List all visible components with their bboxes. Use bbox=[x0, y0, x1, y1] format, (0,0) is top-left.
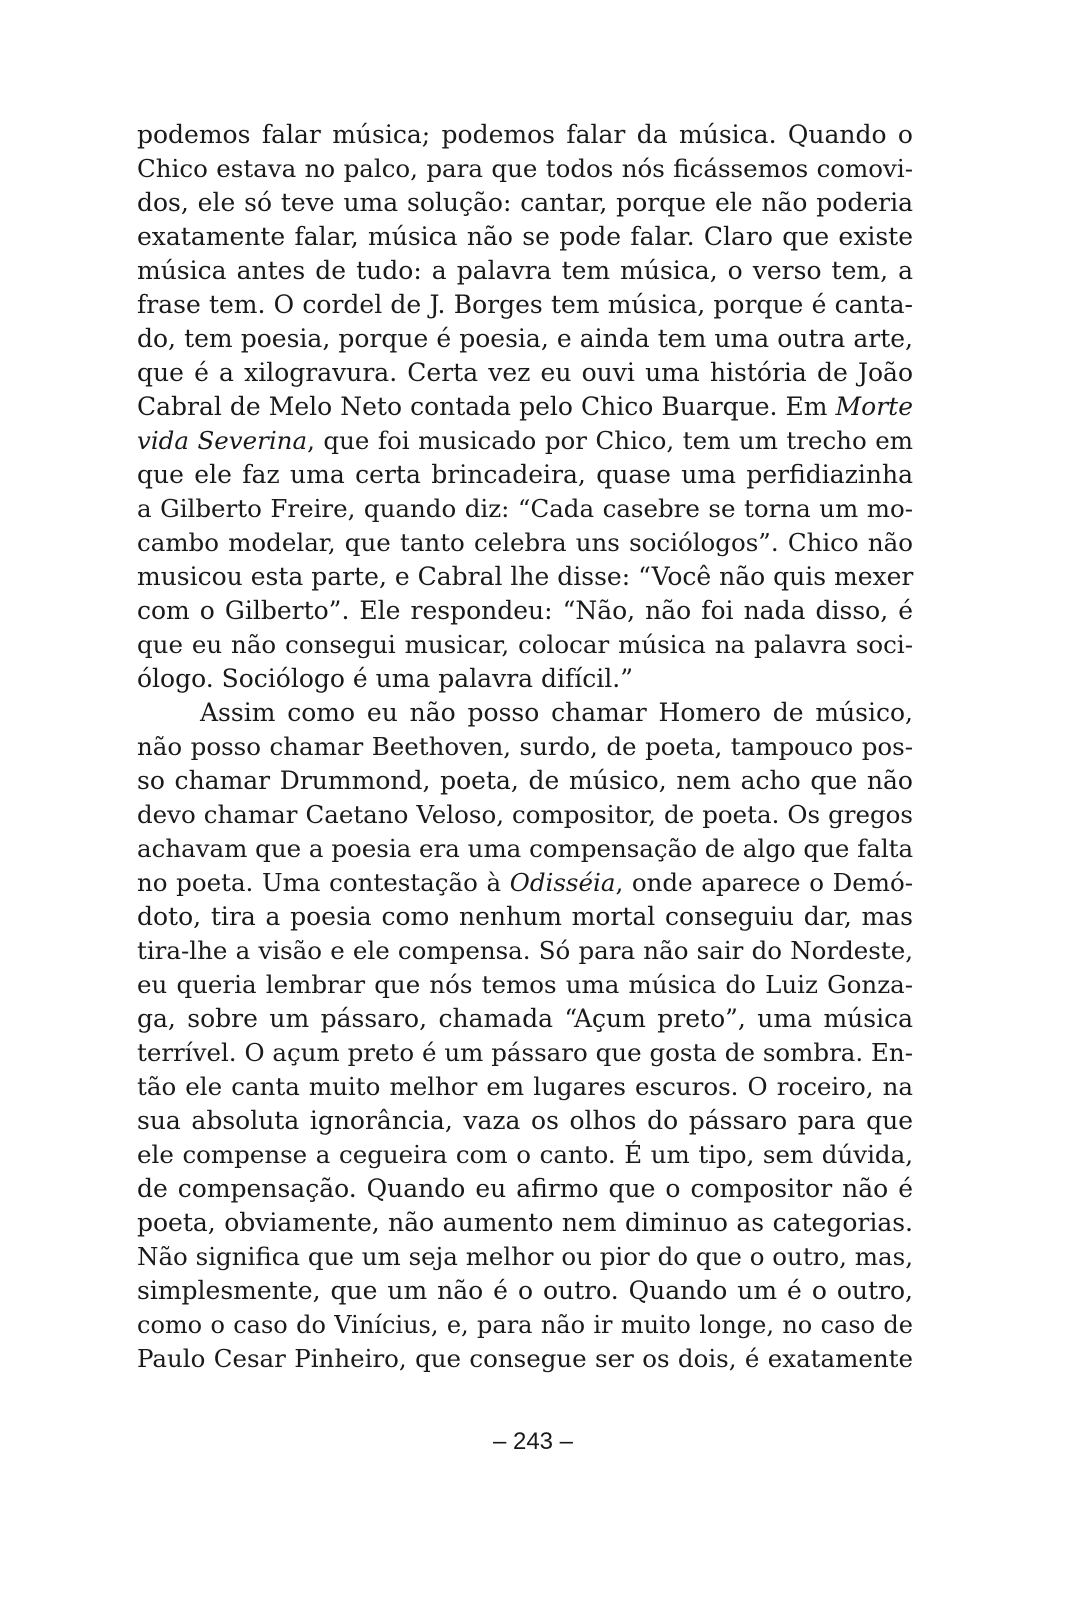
text-line: cambo modelar, que tanto celebra uns sociólogos”. Chico não bbox=[137, 528, 913, 557]
text-line: vida Severina, que foi musicado por Chico, tem um trecho em bbox=[137, 426, 913, 455]
text-line: do, tem poesia, porque é poesia, e ainda tem uma outra arte, bbox=[137, 324, 913, 353]
text-line: ele compense a cegueira com o canto. É um tipo, sem dúvida, bbox=[137, 1140, 913, 1169]
text-line: no poeta. Uma contestação à Odisséia, onde aparece o Demó- bbox=[137, 868, 913, 897]
text-line: poeta, obviamente, não aumento nem diminuo as categorias. bbox=[137, 1208, 913, 1237]
text-line: dos, ele só teve uma solução: cantar, porque ele não poderia bbox=[137, 188, 913, 217]
text-line: frase tem. O cordel de J. Borges tem música, porque é canta- bbox=[137, 290, 913, 319]
text-line: eu queria lembrar que nós temos uma música do Luiz Gonza- bbox=[137, 970, 913, 999]
paragraph-1 bbox=[137, 118, 913, 696]
text-line: tão ele canta muito melhor em lugares escuros. O roceiro, na bbox=[137, 1072, 913, 1101]
text-line: Assim como eu não posso chamar Homero de músico, bbox=[200, 698, 913, 727]
text-line: a Gilberto Freire, quando diz: “Cada casebre se torna um mo- bbox=[137, 494, 913, 523]
text-line: que ele faz uma certa brincadeira, quase uma perfidiazinha bbox=[137, 460, 913, 489]
text-line: que eu não consegui musicar, colocar música na palavra soci- bbox=[137, 630, 913, 659]
text-line: ólogo. Sociólogo é uma palavra difícil.” bbox=[137, 664, 633, 693]
text-line: sua absoluta ignorância, vaza os olhos do pássaro para que bbox=[137, 1106, 913, 1135]
text-line: achavam que a poesia era uma compensação de algo que falta bbox=[137, 834, 914, 863]
page-number: – 243 – bbox=[492, 1428, 574, 1455]
text-line: terrível. O açum preto é um pássaro que gosta de sombra. En- bbox=[137, 1038, 913, 1067]
text-line: de compensação. Quando eu afirmo que o compositor não é bbox=[137, 1174, 913, 1203]
text-line: exatamente falar, música não se pode falar. Claro que existe bbox=[137, 222, 913, 251]
text-line: devo chamar Caetano Veloso, compositor, de poeta. Os gregos bbox=[137, 800, 913, 829]
text-line: Chico estava no palco, para que todos nós ficássemos comovi- bbox=[137, 154, 913, 183]
text-line: Cabral de Melo Neto contada pelo Chico Buarque. Em Morte bbox=[137, 392, 913, 421]
paragraph-2 bbox=[137, 696, 913, 1376]
text-line: musicou esta parte, e Cabral lhe disse: “Você não quis mexer bbox=[137, 562, 914, 591]
body-text bbox=[137, 118, 913, 1376]
text-line: que é a xilogravura. Certa vez eu ouvi uma história de João bbox=[137, 358, 913, 387]
text-line: simplesmente, que um não é o outro. Quando um é o outro, bbox=[137, 1276, 913, 1305]
text-line: tira-lhe a visão e ele compensa. Só para não sair do Nordeste, bbox=[137, 936, 913, 965]
text-line: Não significa que um seja melhor ou pior do que o outro, mas, bbox=[137, 1242, 913, 1271]
text-line: ga, sobre um pássaro, chamada “Açum preto”, uma música bbox=[137, 1004, 913, 1033]
text-line: doto, tira a poesia como nenhum mortal conseguiu dar, mas bbox=[137, 902, 913, 931]
text-line: so chamar Drummond, poeta, de músico, nem acho que não bbox=[137, 766, 913, 795]
text-line: Paulo Cesar Pinheiro, que consegue ser os dois, é exatamente bbox=[137, 1344, 913, 1373]
text-line: podemos falar música; podemos falar da música. Quando o bbox=[137, 120, 913, 149]
text-line: não posso chamar Beethoven, surdo, de poeta, tampouco pos- bbox=[137, 732, 913, 761]
text-line: música antes de tudo: a palavra tem música, o verso tem, a bbox=[137, 256, 913, 285]
text-line: como o caso do Vinícius, e, para não ir muito longe, no caso de bbox=[137, 1311, 913, 1339]
text-line: com o Gilberto”. Ele respondeu: “Não, não foi nada disso, é bbox=[137, 596, 913, 625]
